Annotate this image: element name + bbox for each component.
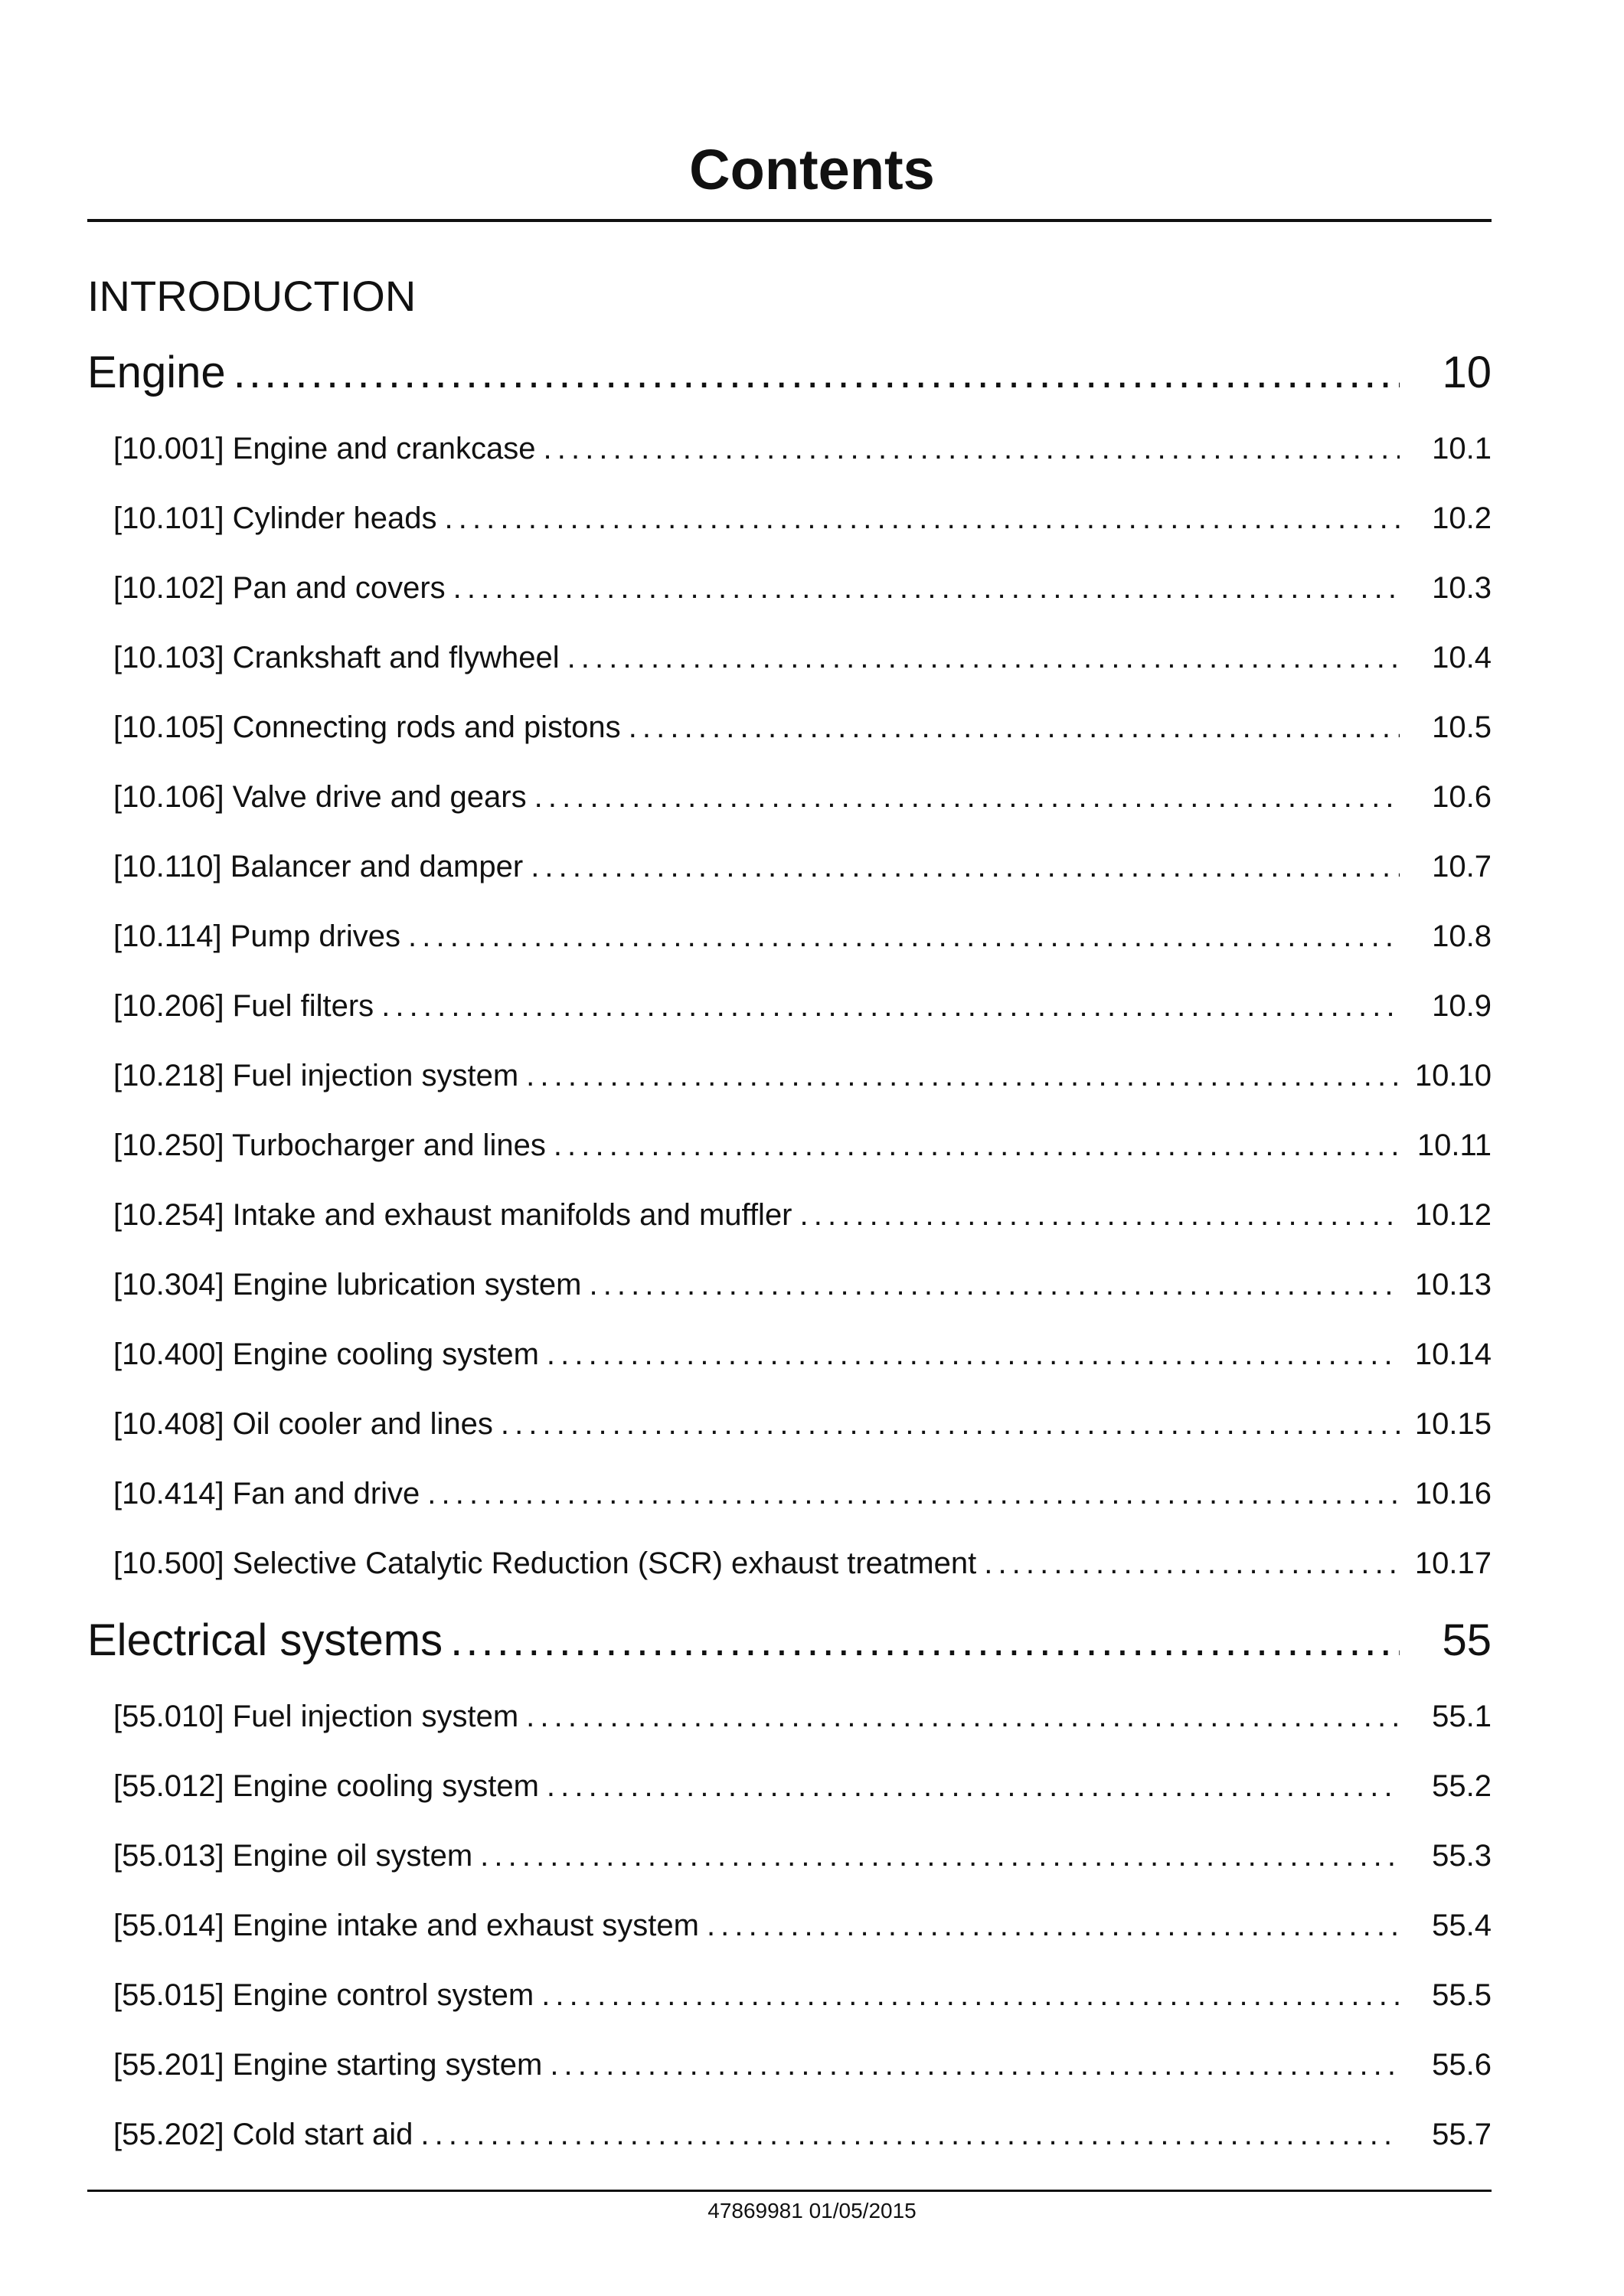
toc-entry-page: 55.7 xyxy=(1432,2118,1492,2151)
dot-leader xyxy=(800,1193,1400,1237)
toc-section-page: 55 xyxy=(1442,1615,1492,1665)
toc-entry-label: [10.105] Connecting rods and pistons xyxy=(113,710,621,744)
toc-entry[interactable] xyxy=(113,1471,1492,1516)
toc-entry-label: [55.015] Engine control system xyxy=(113,1978,534,2012)
toc-entry[interactable] xyxy=(113,1973,1492,2017)
dot-leader xyxy=(381,984,1400,1028)
toc-entry-page: 10.16 xyxy=(1414,1477,1492,1511)
toc-entry-page: 10.14 xyxy=(1414,1337,1492,1371)
toc-section-electrical-systems[interactable] xyxy=(87,1610,1492,1671)
footer-doc-id: 47869981 01/05/2015 xyxy=(707,2199,917,2223)
toc-entry-page: 10.11 xyxy=(1417,1128,1492,1162)
toc-entry[interactable] xyxy=(113,844,1492,889)
toc-entry-label: [10.206] Fuel filters xyxy=(113,989,374,1023)
toc-entry-page: 10.15 xyxy=(1414,1407,1492,1441)
dot-leader xyxy=(984,1541,1400,1586)
toc-entry-label: [10.114] Pump drives xyxy=(113,919,401,953)
toc-entry-page: 55.6 xyxy=(1432,2048,1492,2082)
toc-entry[interactable] xyxy=(113,1764,1492,1808)
dot-leader xyxy=(544,426,1400,471)
dot-leader xyxy=(420,2112,1400,2157)
toc-entry[interactable] xyxy=(113,1193,1492,1237)
dot-leader xyxy=(450,1610,1400,1671)
toc-entry-page: 55.4 xyxy=(1432,1909,1492,1942)
toc-entry-label: [10.218] Fuel injection system xyxy=(113,1059,519,1092)
toc-entry[interactable] xyxy=(113,1332,1492,1377)
toc-entry[interactable] xyxy=(113,1694,1492,1739)
toc-entry[interactable] xyxy=(113,2112,1492,2157)
toc-entry-label: [10.110] Balancer and damper xyxy=(113,850,524,883)
dot-leader xyxy=(526,1053,1400,1098)
toc-entry[interactable] xyxy=(113,496,1492,541)
toc-entry-page: 10.5 xyxy=(1432,710,1492,744)
toc-entry-label: [10.304] Engine lubrication system xyxy=(113,1268,582,1302)
toc-entry[interactable] xyxy=(113,1541,1492,1586)
dot-leader xyxy=(589,1262,1400,1307)
toc-entry-page: 10.17 xyxy=(1414,1546,1492,1580)
dot-leader xyxy=(234,342,1400,403)
toc-entry-label: [55.201] Engine starting system xyxy=(113,2048,543,2082)
toc-section-page: 10 xyxy=(1442,348,1492,397)
toc-entry[interactable] xyxy=(113,1053,1492,1098)
footer-rule xyxy=(87,2190,1492,2192)
dot-leader xyxy=(480,1834,1400,1878)
toc-entry-label: [10.001] Engine and crankcase xyxy=(113,432,536,465)
dot-leader xyxy=(550,2043,1400,2087)
toc-entry-label: [55.012] Engine cooling system xyxy=(113,1769,539,1803)
toc-section-label: Engine xyxy=(87,348,226,397)
toc-entry-page: 10.12 xyxy=(1414,1198,1492,1232)
toc-entry-label: [10.102] Pan and covers xyxy=(113,571,446,605)
toc-entry-page: 10.6 xyxy=(1432,780,1492,814)
toc-entry[interactable] xyxy=(113,2043,1492,2087)
introduction-heading[interactable]: INTRODUCTION xyxy=(87,272,417,320)
dot-leader xyxy=(547,1332,1400,1377)
toc-entry-page: 10.8 xyxy=(1432,919,1492,953)
dot-leader xyxy=(408,914,1400,959)
dot-leader xyxy=(531,844,1400,889)
toc-entry-page: 10.13 xyxy=(1414,1268,1492,1302)
toc-entry-label: [10.103] Crankshaft and flywheel xyxy=(113,641,560,674)
toc-entry-page: 10.1 xyxy=(1432,432,1492,465)
toc-entry-page: 55.3 xyxy=(1432,1839,1492,1873)
toc-entry[interactable] xyxy=(113,635,1492,680)
dot-leader xyxy=(547,1764,1400,1808)
toc-entry-label: [10.250] Turbocharger and lines xyxy=(113,1128,546,1162)
toc-entry[interactable] xyxy=(113,566,1492,610)
toc-entry-label: [10.106] Valve drive and gears xyxy=(113,780,527,814)
dot-leader xyxy=(445,496,1400,541)
toc-entry[interactable] xyxy=(113,1402,1492,1446)
toc-section-label: Electrical systems xyxy=(87,1615,443,1665)
title-rule xyxy=(87,219,1492,222)
toc-entry-page: 55.1 xyxy=(1432,1700,1492,1733)
dot-leader xyxy=(534,775,1400,819)
toc-entry[interactable] xyxy=(113,1262,1492,1307)
toc-entry-page: 55.2 xyxy=(1432,1769,1492,1803)
toc-entry-page: 10.10 xyxy=(1414,1059,1492,1092)
toc-entry-label: [55.202] Cold start aid xyxy=(113,2118,413,2151)
toc-entry-label: [10.400] Engine cooling system xyxy=(113,1337,539,1371)
toc-section-engine[interactable] xyxy=(87,342,1492,403)
toc-entry[interactable] xyxy=(113,1123,1492,1168)
toc-entry-label: [10.500] Selective Catalytic Reduction (SCR) exhaust treatment xyxy=(113,1546,977,1580)
toc-entry[interactable] xyxy=(113,1903,1492,1948)
toc-entry[interactable] xyxy=(113,984,1492,1028)
toc-entry-page: 10.7 xyxy=(1432,850,1492,883)
dot-leader xyxy=(427,1471,1400,1516)
toc-entry-label: [10.101] Cylinder heads xyxy=(113,501,437,535)
toc-entry-label: [10.414] Fan and drive xyxy=(113,1477,420,1511)
dot-leader xyxy=(501,1402,1400,1446)
toc-entry[interactable] xyxy=(113,426,1492,471)
dot-leader xyxy=(526,1694,1400,1739)
toc-entry-page: 55.5 xyxy=(1432,1978,1492,2012)
toc-entry-page: 10.2 xyxy=(1432,501,1492,535)
page-title: Contents xyxy=(689,138,935,201)
toc-entry-page: 10.4 xyxy=(1432,641,1492,674)
dot-leader xyxy=(567,635,1400,680)
dot-leader xyxy=(707,1903,1400,1948)
dot-leader xyxy=(541,1973,1400,2017)
toc-entry[interactable] xyxy=(113,914,1492,959)
toc-entry-label: [55.013] Engine oil system xyxy=(113,1839,473,1873)
toc-entry[interactable] xyxy=(113,775,1492,819)
toc-entry-label: [10.408] Oil cooler and lines xyxy=(113,1407,493,1441)
toc-entry[interactable] xyxy=(113,705,1492,750)
toc-entry-page: 10.9 xyxy=(1432,989,1492,1023)
toc-entry-label: [55.014] Engine intake and exhaust system xyxy=(113,1909,699,1942)
toc-entry-page: 10.3 xyxy=(1432,571,1492,605)
dot-leader xyxy=(554,1123,1400,1168)
toc-entry-label: [10.254] Intake and exhaust manifolds and muffler xyxy=(113,1198,792,1232)
dot-leader xyxy=(453,566,1400,610)
dot-leader xyxy=(629,705,1400,750)
toc-entry-label: [55.010] Fuel injection system xyxy=(113,1700,519,1733)
toc-entry[interactable] xyxy=(113,1834,1492,1878)
